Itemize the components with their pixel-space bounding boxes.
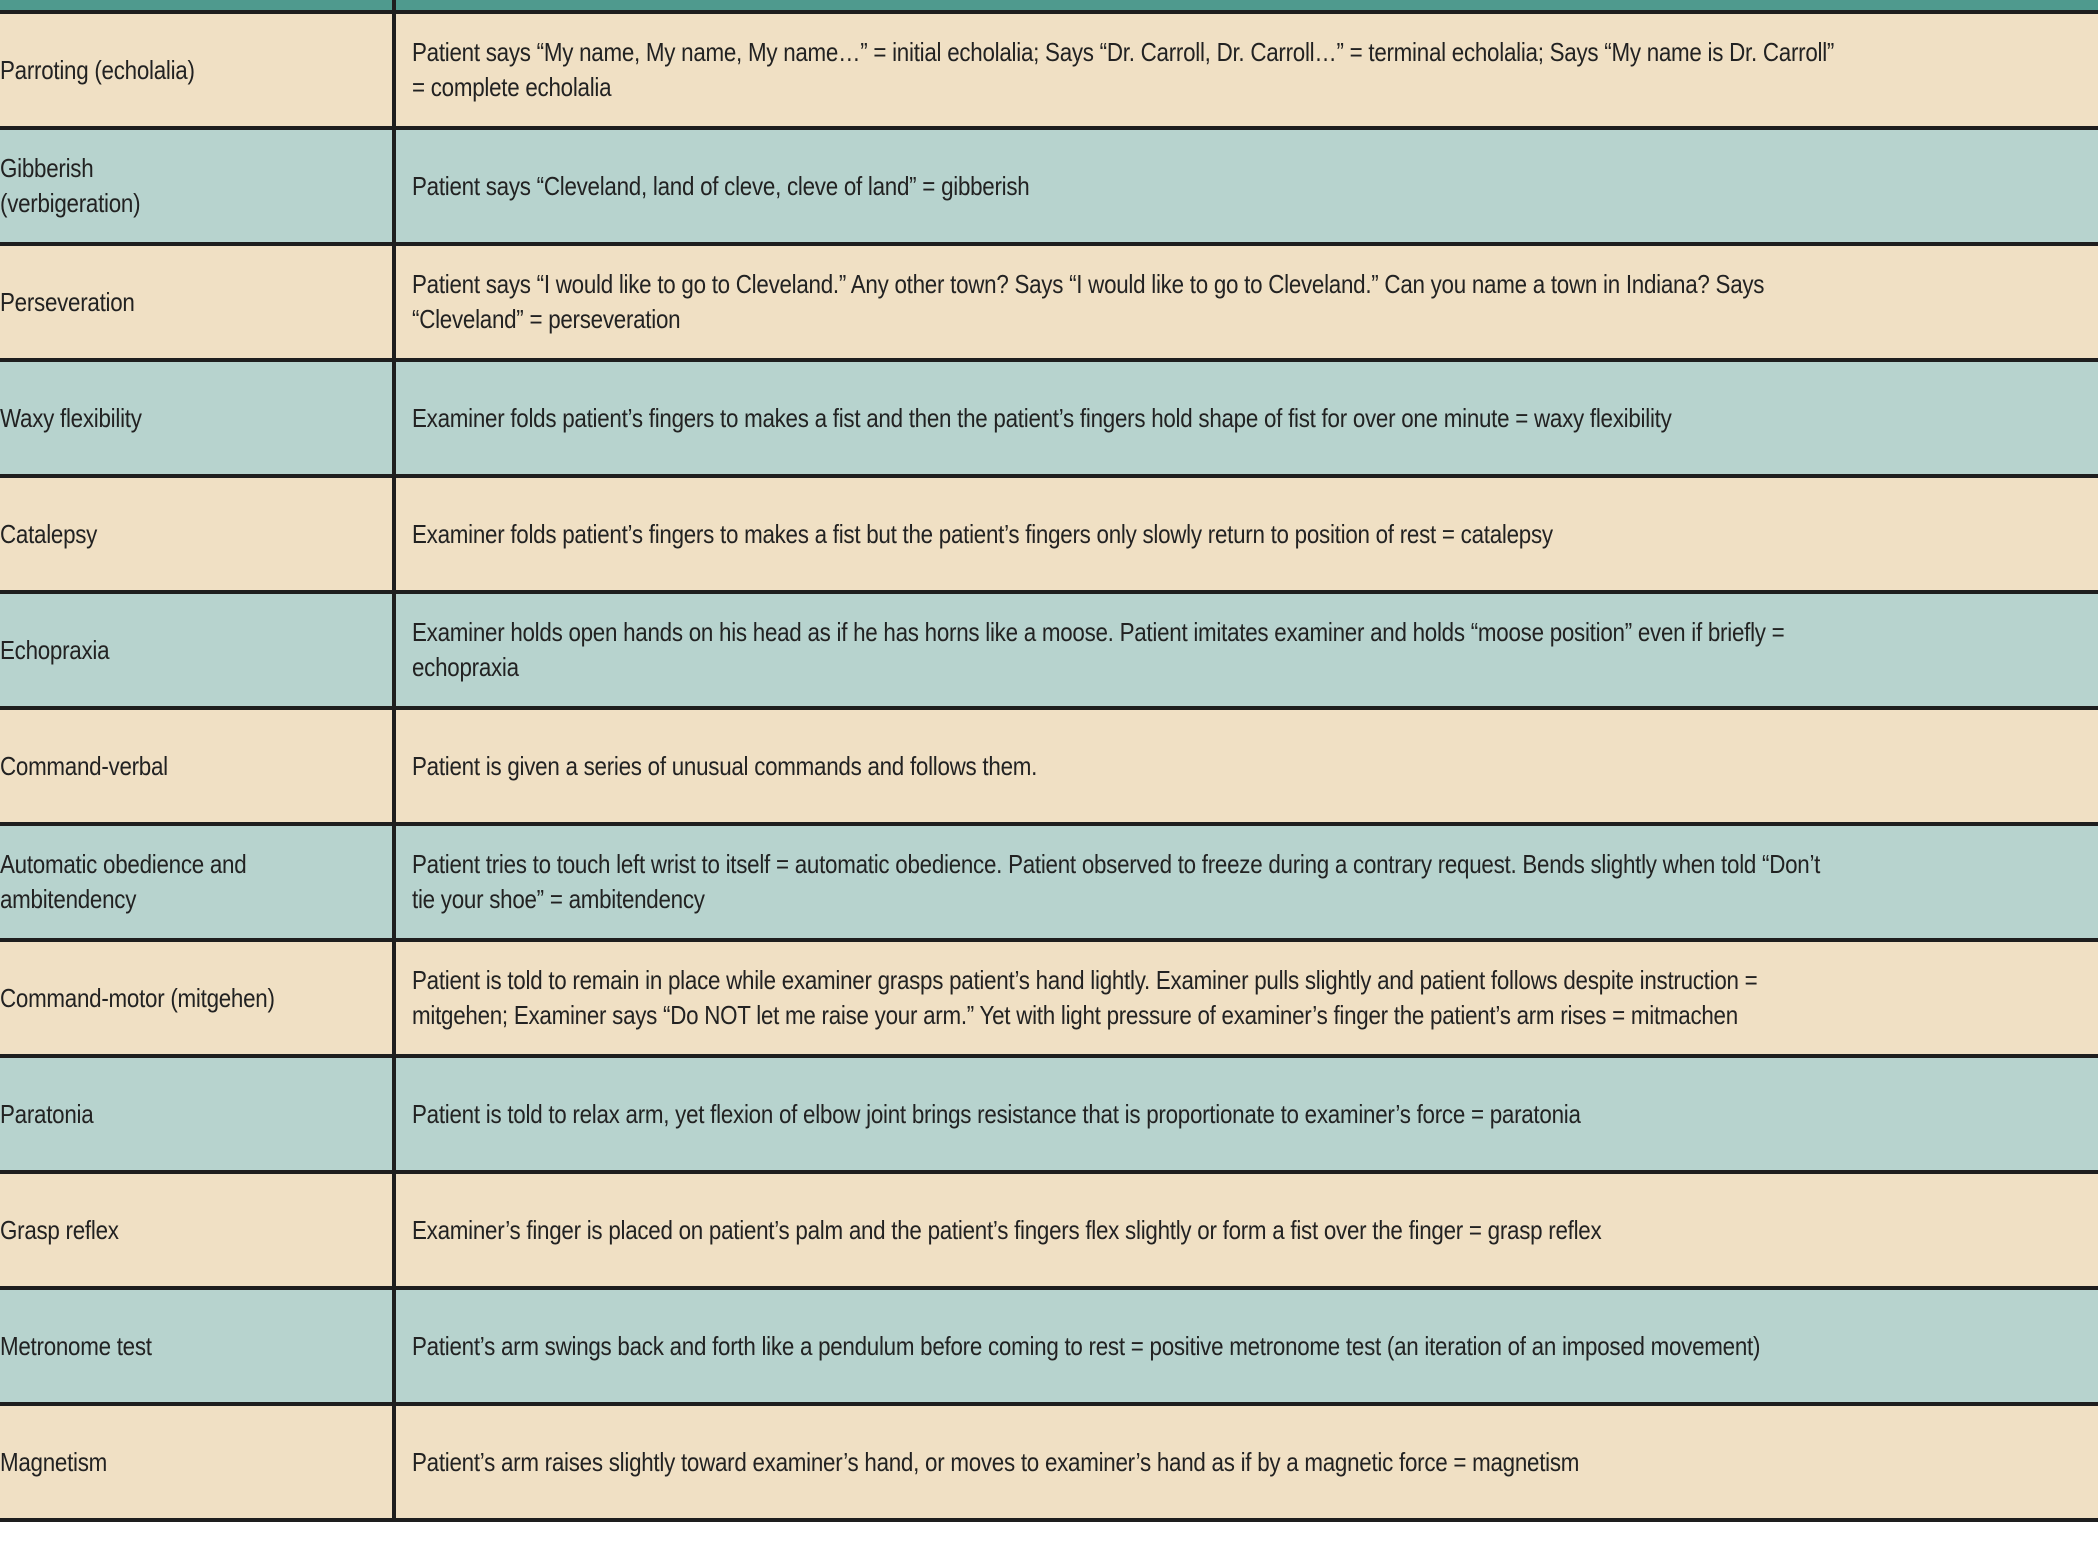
description-text: Patient’s arm swings back and forth like a pendulum before coming to rest = positive metronome test (an iteration of an imposed movement) bbox=[412, 1330, 1761, 1361]
description-text: Patient says “My name, My name, My name…” = initial echolalia; Says “Dr. Carroll, Dr. Carroll…” = terminal echolalia; Says “My name is Dr. Carroll” = complete echolalia bbox=[412, 37, 1841, 102]
description-text: Patient is told to relax arm, yet flexion of elbow joint brings resistance that is proportionate to examiner’s force = paratonia bbox=[412, 1098, 1581, 1129]
term-cell bbox=[0, 826, 396, 938]
term-label: Paratonia bbox=[0, 1098, 94, 1129]
description-cell bbox=[396, 130, 2098, 242]
table-row bbox=[0, 130, 2098, 246]
term-cell bbox=[0, 14, 396, 126]
term-cell bbox=[0, 1058, 396, 1170]
description-cell bbox=[396, 1406, 2098, 1518]
table-row bbox=[0, 362, 2098, 478]
term-cell bbox=[0, 1174, 396, 1286]
description-text: Patient says “Cleveland, land of cleve, cleve of land” = gibberish bbox=[412, 170, 1030, 201]
description-cell bbox=[396, 246, 2098, 358]
term-label: Command-motor (mitgehen) bbox=[0, 982, 275, 1013]
term-cell bbox=[0, 942, 396, 1054]
table-row bbox=[0, 1406, 2098, 1522]
term-label: Waxy flexibility bbox=[0, 402, 142, 433]
term-label: Automatic obedience and ambitendency bbox=[0, 849, 253, 914]
table-header-strip bbox=[0, 0, 2098, 14]
term-cell bbox=[0, 478, 396, 590]
description-cell bbox=[396, 826, 2098, 938]
term-label: Echopraxia bbox=[0, 634, 110, 665]
description-cell bbox=[396, 594, 2098, 706]
description-cell bbox=[396, 1058, 2098, 1170]
term-cell bbox=[0, 130, 396, 242]
table-row bbox=[0, 1058, 2098, 1174]
term-label: Magnetism bbox=[0, 1446, 108, 1477]
description-text: Patient says “I would like to go to Cleveland.” Any other town? Says “I would like to go to Cleveland.” Can you name a town in Indiana? Says “Cleveland” = perseveration bbox=[412, 269, 1771, 334]
description-text: Patient’s arm raises slightly toward examiner’s hand, or moves to examiner’s hand as if by a magnetic force = magnetism bbox=[412, 1446, 1580, 1477]
description-text: Patient is told to remain in place while examiner grasps patient’s hand lightly. Examiner pulls slightly and patient follows despite instruction = mitgehen; Examiner says “Do NOT let me raise your arm.” Yet with light pressure of examiner’s finger the patient’s arm rises = mitmachen bbox=[412, 965, 1764, 1030]
description-cell bbox=[396, 362, 2098, 474]
description-cell bbox=[396, 14, 2098, 126]
table-row bbox=[0, 1174, 2098, 1290]
term-label: Grasp reflex bbox=[0, 1214, 119, 1245]
table-row bbox=[0, 594, 2098, 710]
table-row bbox=[0, 710, 2098, 826]
description-cell bbox=[396, 710, 2098, 822]
term-label: Command-verbal bbox=[0, 750, 168, 781]
description-text: Examiner folds patient’s fingers to makes a fist and then the patient’s fingers hold shape of fist for over one minute = waxy flexibility bbox=[412, 402, 1672, 433]
description-cell bbox=[396, 942, 2098, 1054]
description-cell bbox=[396, 1174, 2098, 1286]
table-row bbox=[0, 942, 2098, 1058]
term-label: Metronome test bbox=[0, 1330, 152, 1361]
description-text: Patient tries to touch left wrist to itself = automatic obedience. Patient observed to freeze during a contrary request. Bends slightly when told “Don’t tie your shoe” = ambitendency bbox=[412, 849, 1827, 914]
term-cell bbox=[0, 1406, 396, 1518]
term-label: Perseveration bbox=[0, 286, 135, 317]
table-row bbox=[0, 1290, 2098, 1406]
description-text: Patient is given a series of unusual commands and follows them. bbox=[412, 750, 1038, 781]
term-label: Parroting (echolalia) bbox=[0, 54, 195, 85]
catatonia-signs-table bbox=[0, 14, 2098, 1522]
description-cell bbox=[396, 1290, 2098, 1402]
term-cell bbox=[0, 362, 396, 474]
term-cell bbox=[0, 1290, 396, 1402]
table-row bbox=[0, 478, 2098, 594]
term-label: Catalepsy bbox=[0, 518, 98, 549]
term-label: Gibberish (verbigeration) bbox=[0, 153, 141, 218]
table-row bbox=[0, 246, 2098, 362]
table-row bbox=[0, 14, 2098, 130]
description-text: Examiner folds patient’s fingers to makes a fist but the patient’s fingers only slowly return to position of rest = catalepsy bbox=[412, 518, 1553, 549]
description-text: Examiner holds open hands on his head as if he has horns like a moose. Patient imitates examiner and holds “moose position” even if briefly = echopraxia bbox=[412, 617, 1791, 682]
description-text: Examiner’s finger is placed on patient’s palm and the patient’s fingers flex slightly or form a fist over the finger = grasp reflex bbox=[412, 1214, 1602, 1245]
description-cell bbox=[396, 478, 2098, 590]
term-cell bbox=[0, 594, 396, 706]
term-cell bbox=[0, 710, 396, 822]
term-cell bbox=[0, 246, 396, 358]
table-row bbox=[0, 826, 2098, 942]
column-divider bbox=[392, 0, 396, 14]
